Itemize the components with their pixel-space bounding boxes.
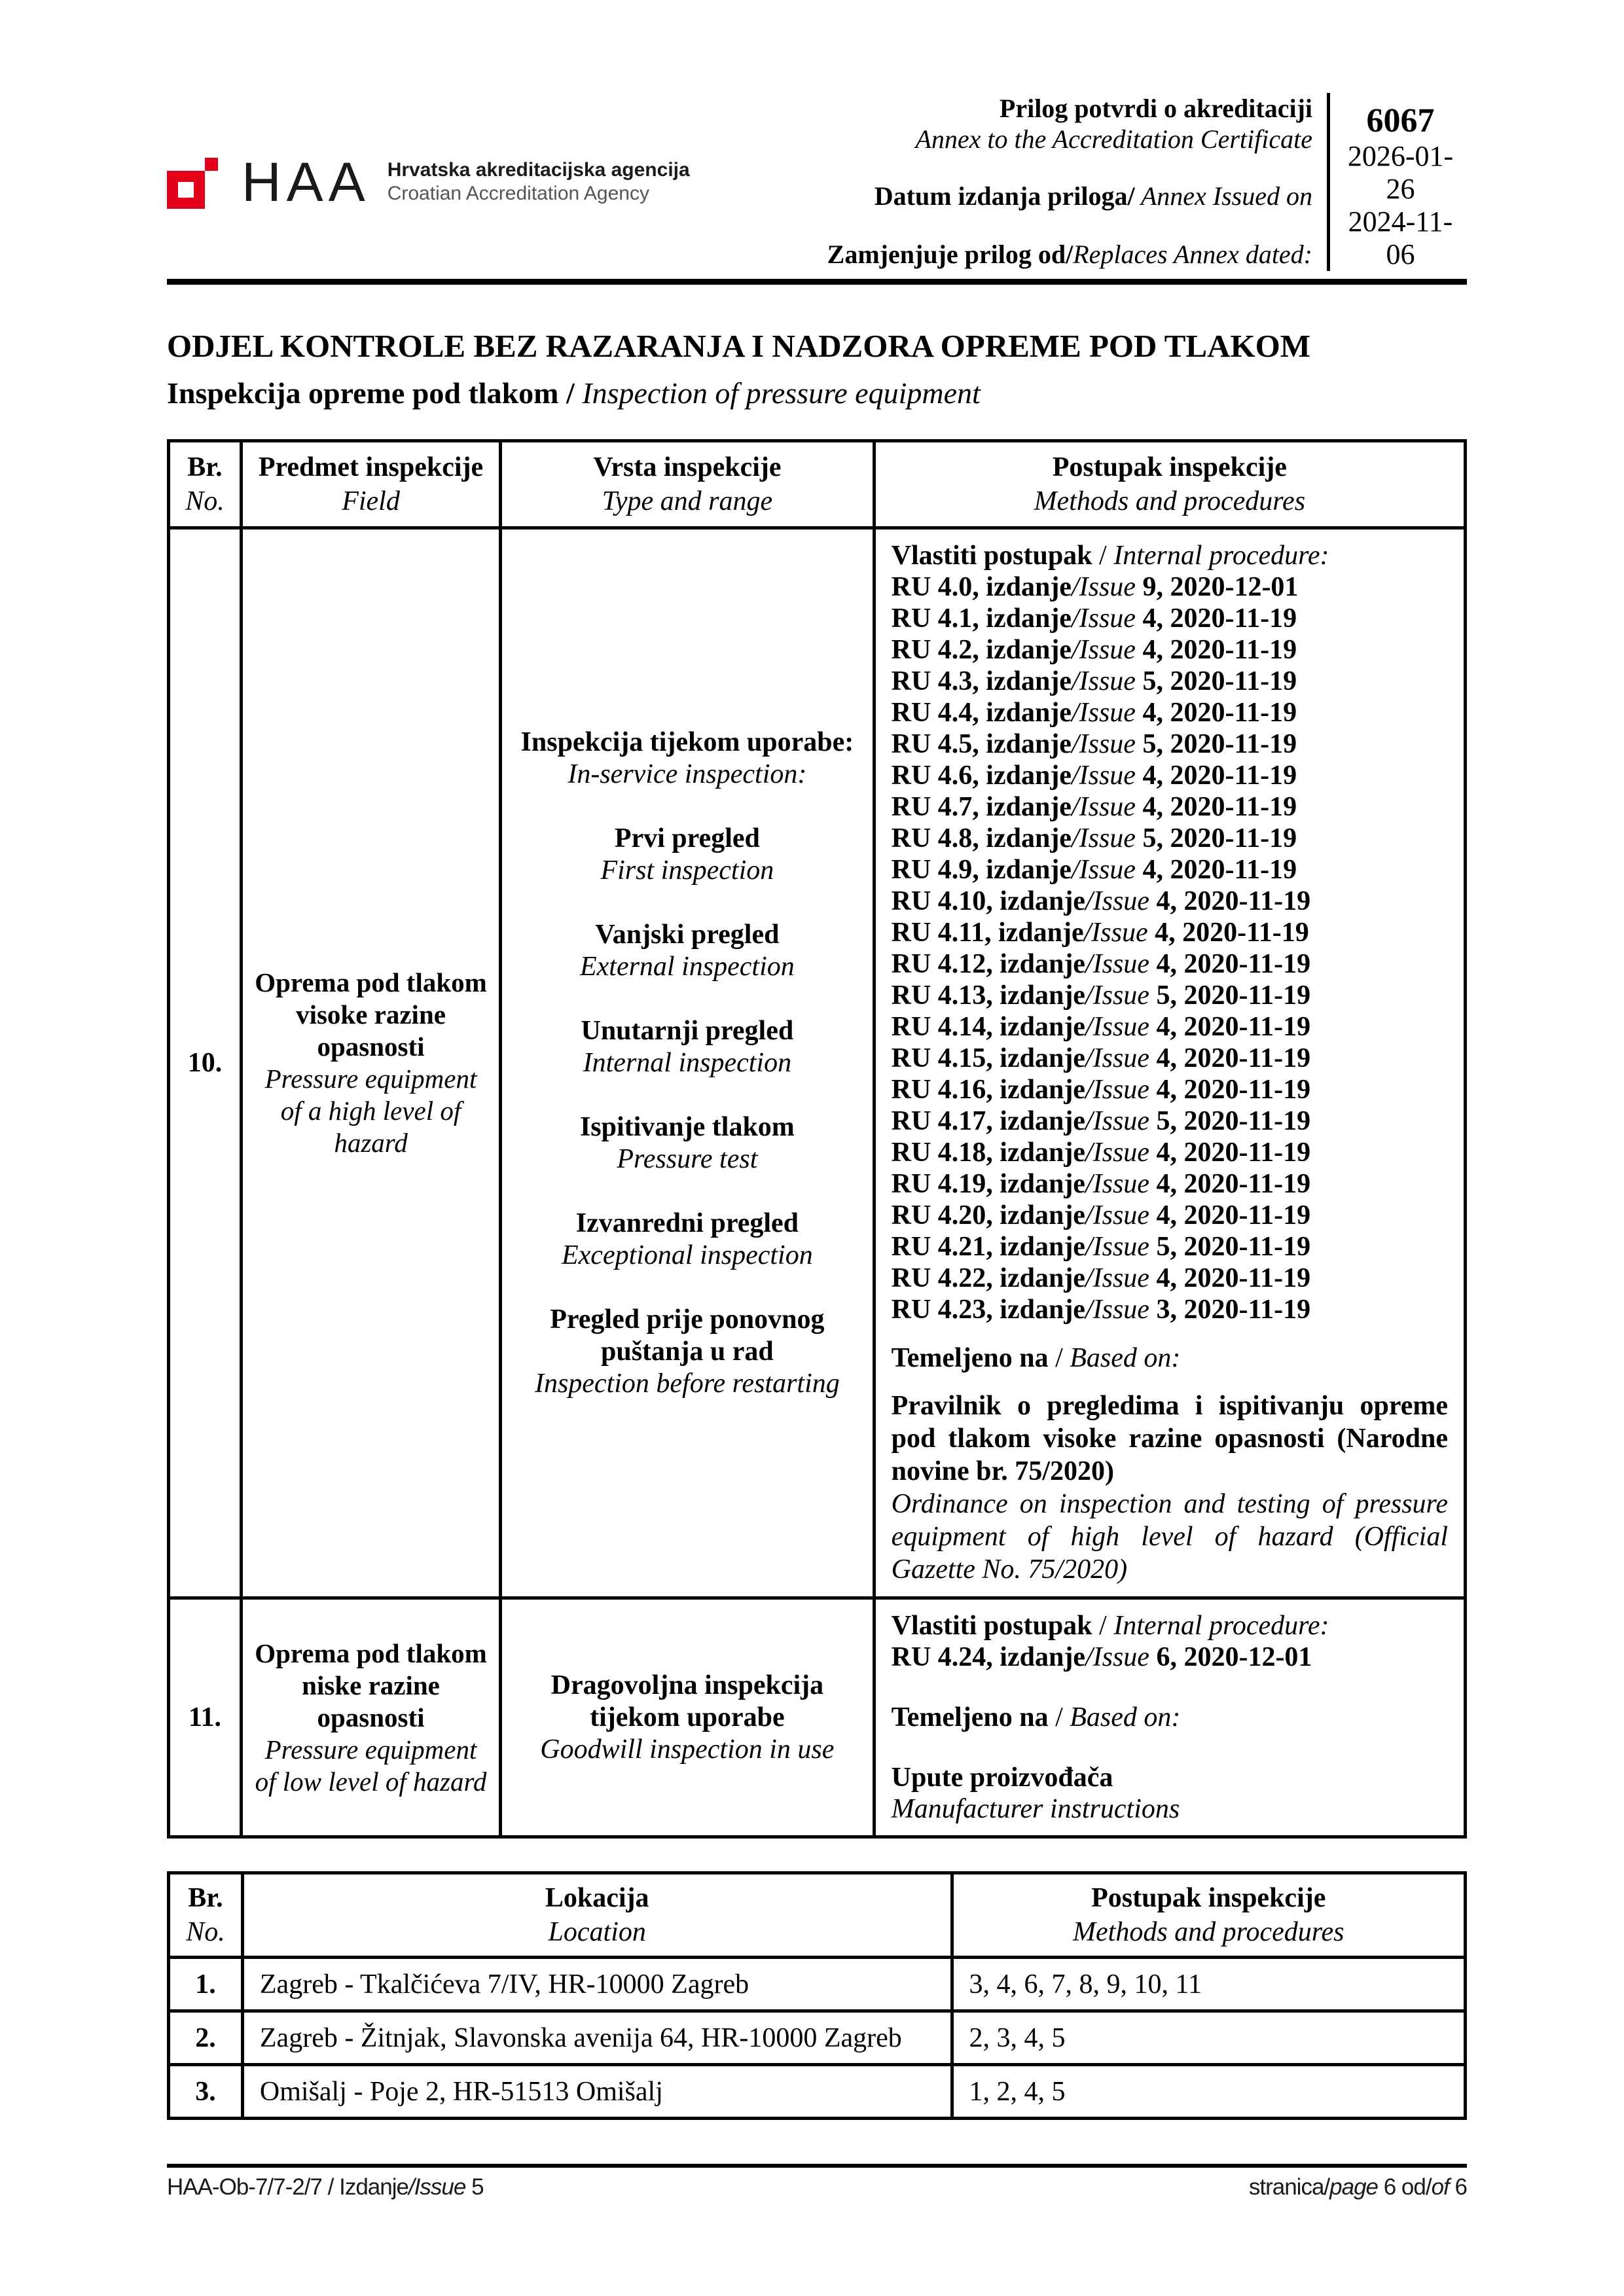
procedure-line: RU 4.22, izdanje/Issue 4, 2020-11-19 xyxy=(891,1263,1311,1293)
methods-cell xyxy=(874,528,1465,1598)
procedure-line: RU 4.24, izdanje/Issue 6, 2020-12-01 xyxy=(891,1642,1312,1672)
row-number: 11. xyxy=(169,1598,242,1837)
table-row-11 xyxy=(169,1598,1466,1837)
type-cell xyxy=(501,1598,875,1837)
header xyxy=(167,93,1467,271)
document-code: HAA-Ob-7/7-2/7 / Izdanje/Issue 5 xyxy=(167,2174,484,2200)
based-on-label: Temeljeno na / Based on: xyxy=(891,1702,1181,1732)
procedure-line: RU 4.20, izdanje/Issue 4, 2020-11-19 xyxy=(891,1200,1311,1230)
procedure-line: RU 4.13, izdanje/Issue 5, 2020-11-19 xyxy=(891,980,1311,1011)
regulation-en: Ordinance on inspection and testing of pressure equipment of high level of hazard (Official Gazette No. 75/2020) xyxy=(891,1489,1448,1585)
inspection-type-block: Izvanredni pregled Exceptional inspection xyxy=(562,1208,813,1270)
procedure-line: RU 4.0, izdanje/Issue 9, 2020-12-01 xyxy=(891,572,1299,602)
logo-text xyxy=(388,158,690,206)
replaces-label: Zamjenjuje prilog od/Replaces Annex dated: xyxy=(827,240,1312,269)
locations-table xyxy=(167,1871,1467,2120)
location-address: Zagreb - Žitnjak, Slavonska avenija 64, HR-10000 Zagreb xyxy=(242,2011,952,2065)
procedure-line: RU 4.10, izdanje/Issue 4, 2020-11-19 xyxy=(891,886,1311,916)
procedure-line: RU 4.21, izdanje/Issue 5, 2020-11-19 xyxy=(891,1232,1311,1262)
inspection-type-block: Inspekcija tijekom uporabe: In-service inspection: xyxy=(520,726,854,789)
location-number: 3. xyxy=(169,2065,243,2119)
field-cell: Oprema pod tlakom visoke razine opasnosti Pressure equipment of a high level of hazard xyxy=(241,528,500,1598)
procedure-line: RU 4.9, izdanje/Issue 4, 2020-11-19 xyxy=(891,855,1297,885)
based-on-label: Temeljeno na / Based on: xyxy=(891,1343,1181,1373)
page-subtitle: Inspekcija opreme pod tlakom / Inspection of pressure equipment xyxy=(167,376,981,410)
location-row xyxy=(169,1958,1466,2011)
location-address: Zagreb - Tkalčićeva 7/IV, HR-10000 Zagreb xyxy=(242,1958,952,2011)
location-row xyxy=(169,2011,1466,2065)
header-no: Br. No. xyxy=(169,441,242,528)
procedure-line: RU 4.16, izdanje/Issue 4, 2020-11-19 xyxy=(891,1075,1311,1105)
procedure-line: RU 4.11, izdanje/Issue 4, 2020-11-19 xyxy=(891,918,1309,948)
logo-acronym: HAA xyxy=(242,151,370,213)
page-content xyxy=(167,0,1467,2120)
location-methods: 3, 4, 6, 7, 8, 9, 10, 11 xyxy=(952,1958,1465,2011)
certificate-info-table xyxy=(821,93,1467,271)
procedure-line: RU 4.23, izdanje/Issue 3, 2020-11-19 xyxy=(891,1295,1311,1325)
header-field: Predmet inspekcije Field xyxy=(241,441,500,528)
logo-white-square xyxy=(178,182,194,198)
methods-cell xyxy=(874,1598,1465,1837)
header-methods: Postupak inspekcije Methods and procedures xyxy=(952,1873,1465,1958)
procedure-line: RU 4.14, izdanje/Issue 4, 2020-11-19 xyxy=(891,1012,1311,1042)
procedure-line: RU 4.17, izdanje/Issue 5, 2020-11-19 xyxy=(891,1106,1311,1136)
inspection-type-block: Pregled prije ponovnog puštanja u rad Inspection before restarting xyxy=(534,1304,840,1399)
header-location: Lokacija Location xyxy=(242,1873,952,1958)
header-type: Vrsta inspekcije Type and range xyxy=(501,441,875,528)
annex-replaces-date: 2024-11-06 xyxy=(1348,206,1453,270)
procedure-line: RU 4.19, izdanje/Issue 4, 2020-11-19 xyxy=(891,1169,1311,1199)
page-title: ODJEL KONTROLE BEZ RAZARANJA I NADZORA OPREME POD TLAKOM xyxy=(167,328,1310,364)
header-no: Br. No. xyxy=(169,1873,243,1958)
agency-name-hr: Hrvatska akreditacijska agencija xyxy=(387,159,690,181)
annex-title-en: Annex to the Accreditation Certificate xyxy=(915,124,1312,154)
regulation-hr: Pravilnik o pregledima i ispitivanju opreme pod tlakom visoke razine opasnosti (Narodne novine br. 75/2020) xyxy=(891,1391,1448,1486)
location-number: 1. xyxy=(169,1958,243,2011)
inspection-type-block: Prvi pregled First inspection xyxy=(600,823,774,886)
annex-title-label xyxy=(821,93,1312,154)
procedure-line: RU 4.15, izdanje/Issue 4, 2020-11-19 xyxy=(891,1043,1311,1073)
internal-procedure-label: Vlastiti postupak / Internal procedure: xyxy=(891,1611,1329,1641)
haa-logo xyxy=(167,151,690,213)
manufacturer-instructions-en: Manufacturer instructions xyxy=(891,1794,1180,1824)
location-address: Omišalj - Poje 2, HR-51513 Omišalj xyxy=(242,2065,952,2119)
procedure-line: RU 4.18, izdanje/Issue 4, 2020-11-19 xyxy=(891,1138,1311,1168)
haa-logo-icon xyxy=(167,155,219,209)
field-cell: Oprema pod tlakom niske razine opasnosti Pressure equipment of low level of hazard xyxy=(241,1598,500,1837)
annex-number: 6067 xyxy=(1366,102,1435,139)
inspection-type-block: Unutarnji pregled Internal inspection xyxy=(581,1015,794,1078)
procedure-line: RU 4.2, izdanje/Issue 4, 2020-11-19 xyxy=(891,635,1297,665)
issued-on-label: Datum izdanja priloga/ Annex Issued on xyxy=(874,181,1312,211)
inspection-type-block: Ispitivanje tlakom Pressure test xyxy=(579,1111,795,1174)
procedure-line: RU 4.3, izdanje/Issue 5, 2020-11-19 xyxy=(891,666,1297,696)
location-methods: 2, 3, 4, 5 xyxy=(952,2011,1465,2065)
header-rule xyxy=(167,279,1467,285)
annex-issued-date: 2026-01-26 xyxy=(1347,140,1454,205)
annex-title-hr: Prilog potvrdi o akreditaciji xyxy=(999,94,1312,123)
procedure-line: RU 4.5, izdanje/Issue 5, 2020-11-19 xyxy=(891,729,1297,759)
type-cell xyxy=(501,528,875,1598)
location-number: 2. xyxy=(169,2011,243,2065)
procedure-line: RU 4.7, izdanje/Issue 4, 2020-11-19 xyxy=(891,792,1297,822)
inspection-table-header xyxy=(169,441,1466,528)
manufacturer-instructions-hr: Upute proizvođača xyxy=(891,1763,1113,1793)
inspection-table xyxy=(167,439,1467,1839)
certificate-values xyxy=(1327,93,1467,271)
internal-procedure-label: Vlastiti postupak / Internal procedure: xyxy=(891,541,1329,571)
footer xyxy=(167,2164,1467,2200)
header-methods: Postupak inspekcije Methods and procedures xyxy=(874,441,1465,528)
procedure-line: RU 4.12, izdanje/Issue 4, 2020-11-19 xyxy=(891,949,1311,979)
inspection-type-block: Dragovoljna inspekcija tijekom uporabe Goodwill inspection in use xyxy=(540,1670,835,1765)
procedure-line: RU 4.6, izdanje/Issue 4, 2020-11-19 xyxy=(891,761,1297,791)
table-row-10 xyxy=(169,528,1466,1598)
agency-name-en: Croatian Accreditation Agency xyxy=(387,183,649,204)
certificate-labels xyxy=(821,93,1327,271)
inspection-type-block: Vanjski pregled External inspection xyxy=(579,919,795,982)
procedure-line: RU 4.8, izdanje/Issue 5, 2020-11-19 xyxy=(891,823,1297,853)
document-title-block xyxy=(167,328,1467,410)
procedure-line: RU 4.1, izdanje/Issue 4, 2020-11-19 xyxy=(891,603,1297,634)
page-indicator: stranica/page 6 od/of 6 xyxy=(1248,2174,1467,2200)
location-row xyxy=(169,2065,1466,2119)
location-methods: 1, 2, 4, 5 xyxy=(952,2065,1465,2119)
procedure-line: RU 4.4, izdanje/Issue 4, 2020-11-19 xyxy=(891,698,1297,728)
logo-red-dot xyxy=(205,158,218,171)
row-number: 10. xyxy=(169,528,242,1598)
locations-table-header xyxy=(169,1873,1466,1958)
